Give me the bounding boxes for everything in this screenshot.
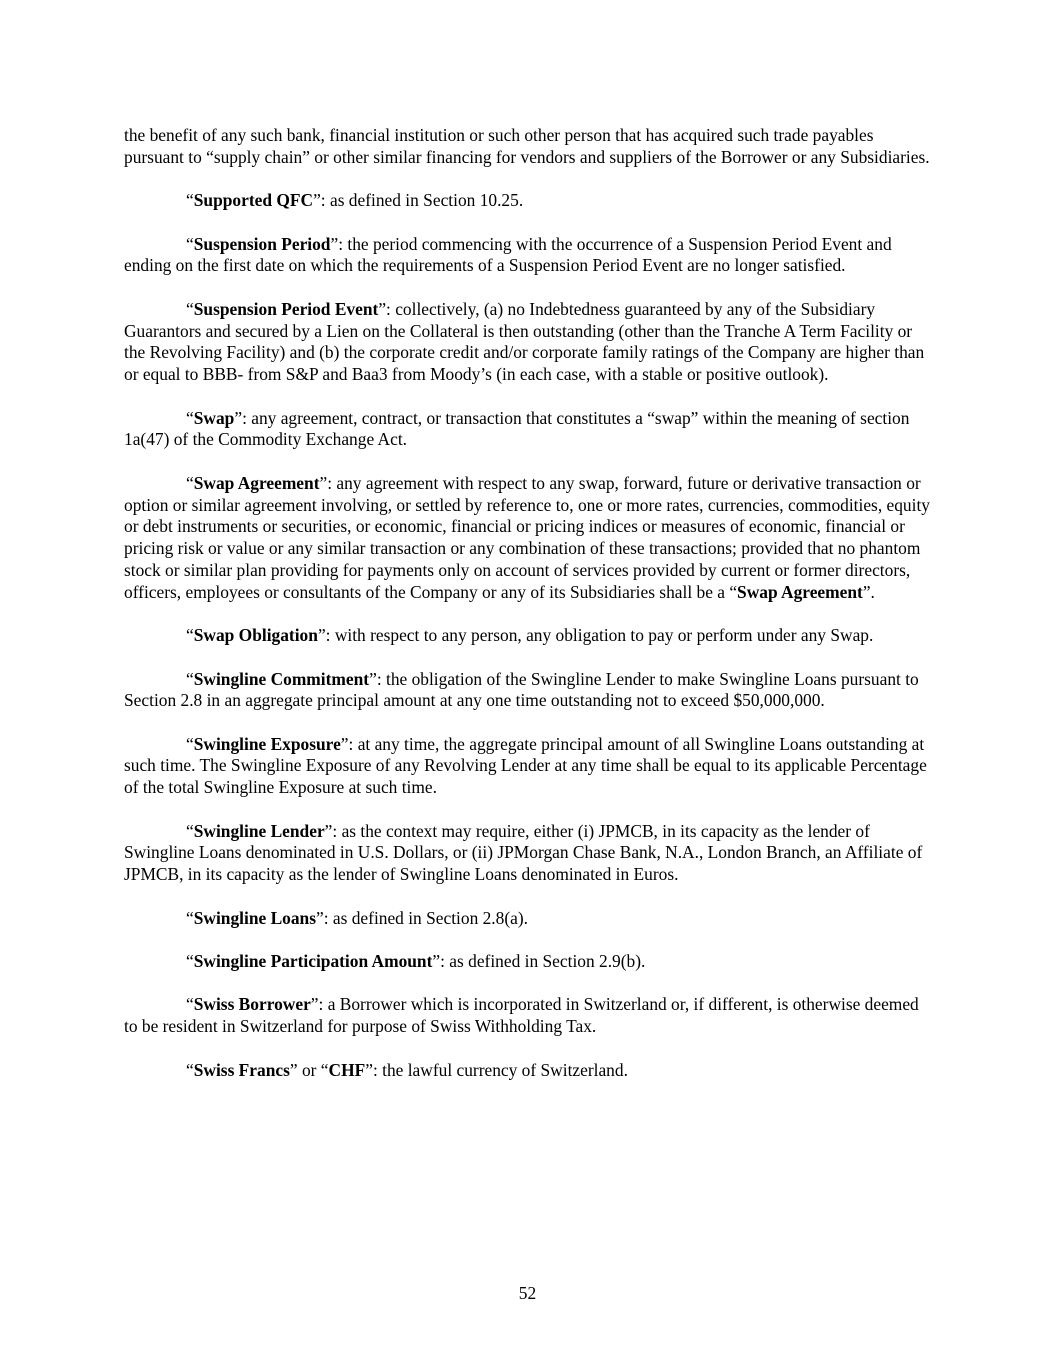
defined-term: Swingline Lender <box>193 820 325 841</box>
definition-text: ”: as the context may require, either (i) JPMCB, in its capacity as the lender of Swingline Loans denominated in U.S. Dollars, or (ii) JPMorgan Chase Bank, N.A., London Branch, an Affiliate of JPMCB, in its capacity as the lender of Swingline Loans denominated in Euros. <box>124 820 923 885</box>
definition-swingline-participation-amount <box>124 951 934 973</box>
open-quote: “ <box>186 994 194 1015</box>
definition-text: ”: any agreement with respect to any swap, forward, future or derivative transaction or option or similar agreement involving, or settled by reference to, one or more rates, currencies, commodities, equity or debt instruments or securities, or economic, financial or pricing indices or measures of economic, financial or pricing risk or value or any similar transaction or any combination of these transactions; provided that no phantom stock or similar plan providing for payments only on account of services provided by current or former directors, officers, employees or consultants of the Company or any of its Subsidiaries shall be a “ <box>124 472 930 602</box>
definition-swiss-borrower <box>124 994 934 1038</box>
defined-term: Swiss Francs <box>193 1059 290 1080</box>
defined-term: Swingline Exposure <box>193 733 341 754</box>
open-quote: “ <box>186 820 194 841</box>
definition-text: ”: a Borrower which is incorporated in Switzerland or, if different, is otherwise deemed to be resident in Switzerland for purpose of Swiss Withholding Tax. <box>124 994 919 1037</box>
definition-tail: ”: the lawful currency of Switzerland. <box>365 1059 628 1080</box>
open-quote: “ <box>186 951 194 972</box>
definition-text: ”: as defined in Section 10.25. <box>313 190 524 211</box>
open-quote: “ <box>186 472 194 493</box>
defined-term: Suspension Period Event <box>193 298 379 319</box>
definition-swingline-exposure <box>124 734 934 799</box>
document-page <box>124 125 934 1103</box>
definition-text: ”: collectively, (a) no Indebtedness guaranteed by any of the Subsidiary Guarantors and secured by a Lien on the Collateral is then outstanding (other than the Tranche A Term Facility or the Revolving Facility) and (b) the corporate credit and/or corporate family ratings of the Company are higher than or equal to BBB- from S&P and Baa3 from Moody’s (in each case, with a stable or positive outlook). <box>124 298 925 385</box>
defined-term-chf: CHF <box>328 1059 366 1080</box>
definition-text: ”: the obligation of the Swingline Lender to make Swingline Loans pursuant to Section 2.8 in an aggregate principal amount at any one time outstanding not to exceed $50,000,000. <box>124 668 919 711</box>
definition-swap-obligation <box>124 625 934 647</box>
open-quote: “ <box>186 190 194 211</box>
definition-text: ”: as defined in Section 2.9(b). <box>432 951 646 972</box>
definition-swap-agreement <box>124 473 934 604</box>
open-quote: “ <box>186 907 194 928</box>
defined-term-repeat: Swap Agreement <box>737 581 863 602</box>
open-quote: “ <box>186 733 194 754</box>
definition-text: ”: as defined in Section 2.8(a). <box>316 907 528 928</box>
definition-tail: ”. <box>862 581 875 602</box>
definition-swingline-loans <box>124 908 934 930</box>
defined-term: Swap <box>193 407 235 428</box>
definition-swap <box>124 408 934 452</box>
open-quote: “ <box>186 233 194 254</box>
definition-text: ”: the period commencing with the occurrence of a Suspension Period Event and ending on the first date on which the requirements of a Suspension Period Event are no longer satisfied. <box>124 233 892 276</box>
definition-supported-qfc <box>124 190 934 212</box>
definition-text: ” or “ <box>289 1059 329 1080</box>
continuation-paragraph: the benefit of any such bank, financial institution or such other person that has acquired such trade payables pursuant to “supply chain” or other similar financing for vendors and suppliers of the Borrower or any Subsidiaries. <box>124 125 930 167</box>
definition-suspension-period <box>124 234 934 278</box>
defined-term: Swap Agreement <box>193 472 320 493</box>
open-quote: “ <box>186 1059 194 1080</box>
defined-term: Swingline Commitment <box>193 668 370 689</box>
definition-swiss-francs <box>124 1060 934 1082</box>
definition-text: ”: at any time, the aggregate principal amount of all Swingline Loans outstanding at such time. The Swingline Exposure of any Revolving Lender at any time shall be equal to its applicable Percentage of the total Swingline Exposure at such time. <box>124 733 927 798</box>
open-quote: “ <box>186 298 194 319</box>
open-quote: “ <box>186 625 194 646</box>
defined-term: Swiss Borrower <box>193 994 311 1015</box>
defined-term: Swap Obligation <box>193 625 318 646</box>
definition-swingline-commitment <box>124 669 934 713</box>
page-number: 52 <box>518 1283 537 1303</box>
defined-term: Swingline Participation Amount <box>193 951 433 972</box>
definition-suspension-period-event <box>124 299 934 386</box>
defined-term: Supported QFC <box>193 190 314 211</box>
open-quote: “ <box>186 407 194 428</box>
definition-text: ”: any agreement, contract, or transaction that constitutes a “swap” within the meaning of section 1a(47) of the Commodity Exchange Act. <box>124 407 910 450</box>
defined-term: Suspension Period <box>193 233 331 254</box>
defined-term: Swingline Loans <box>193 907 316 928</box>
definition-text: ”: with respect to any person, any obligation to pay or perform under any Swap. <box>317 625 874 646</box>
definition-swingline-lender <box>124 821 934 886</box>
open-quote: “ <box>186 668 194 689</box>
